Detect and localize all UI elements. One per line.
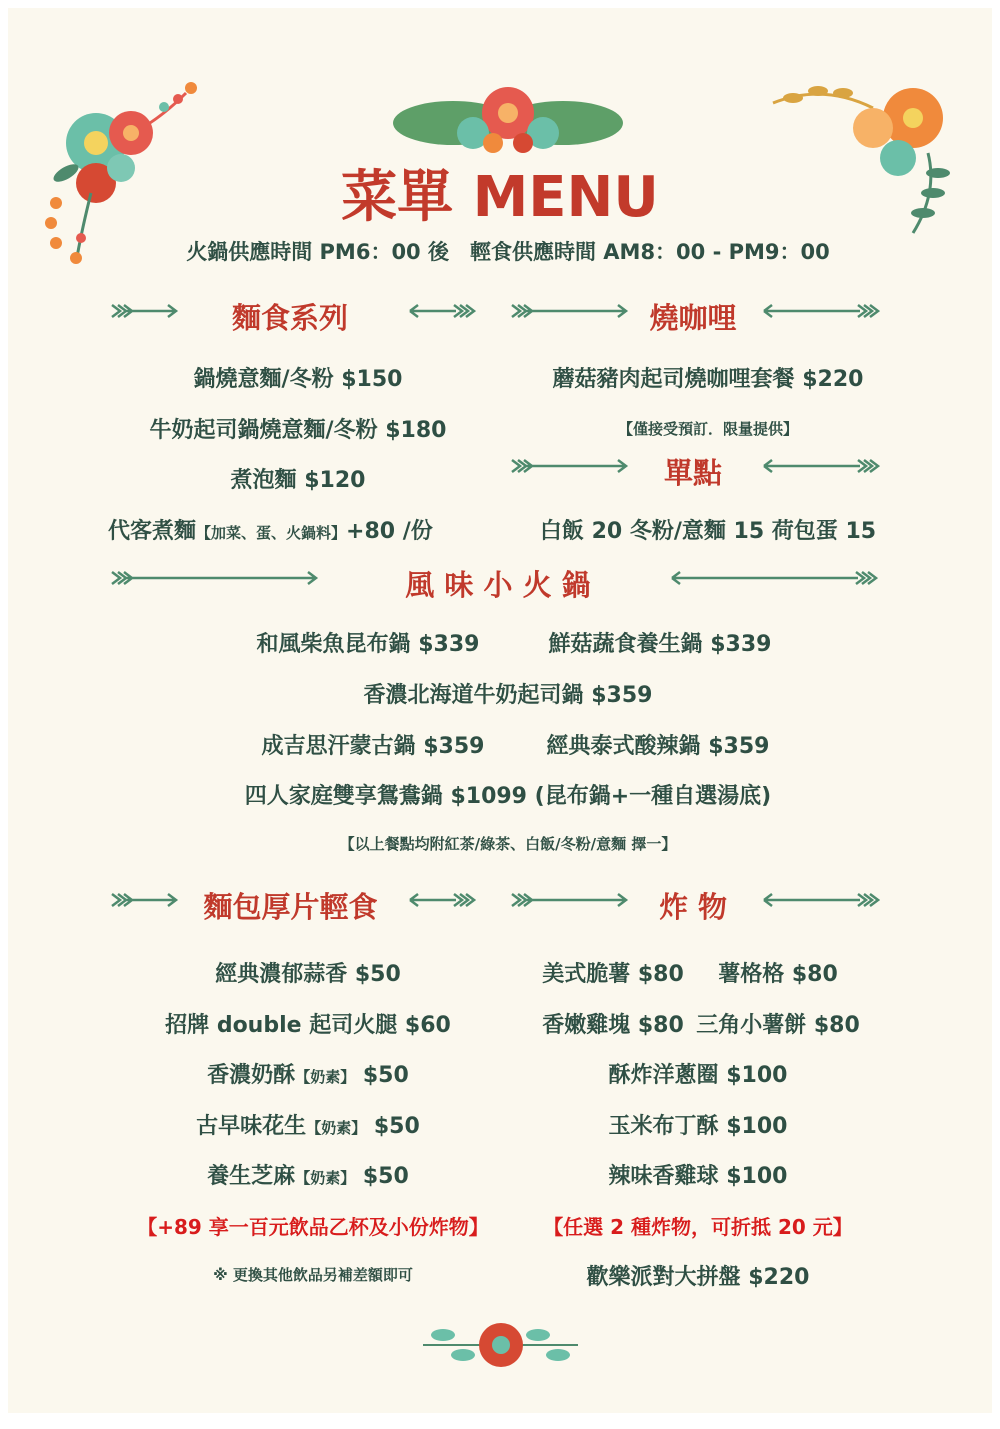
hotpot-item: 鮮菇蔬食養生鍋 $339 bbox=[548, 632, 772, 657]
section-title-bread: 麵包厚片輕食 bbox=[203, 890, 378, 924]
arrow-right-icon bbox=[510, 890, 630, 910]
arrow-left-icon bbox=[760, 890, 880, 910]
hotpot-note: 【以上餐點均附紅茶/綠茶、白飯/冬粉/意麵 擇一】 bbox=[339, 835, 677, 853]
drink-promo-note: ※ 更換其他飲品另補差額即可 bbox=[213, 1266, 413, 1284]
drink-promo: 【+89 享一百元飲品乙杯及小份炸物】 bbox=[137, 1215, 489, 1239]
arrow-right-icon bbox=[110, 301, 180, 321]
bread-item: 經典濃郁蒜香 $50 bbox=[215, 962, 401, 987]
section-title-single: 單點 bbox=[663, 456, 722, 490]
fried-item: 美式脆薯 $80 bbox=[542, 962, 684, 987]
bread-item: 養生芝麻【奶素】 $50 bbox=[207, 1164, 409, 1189]
section-title-curry: 燒咖哩 bbox=[649, 301, 737, 335]
fried-item: 辣味香雞球 $100 bbox=[608, 1164, 788, 1189]
page-title: 菜單 MENU bbox=[341, 165, 659, 230]
fried-discount-promo: 【任選 2 種炸物，可折抵 20 元】 bbox=[543, 1215, 853, 1239]
floral-bottom-center bbox=[413, 1313, 588, 1378]
hotpot-item: 和風柴魚昆布鍋 $339 bbox=[256, 632, 480, 657]
fried-item: 香嫩雞塊 $80 bbox=[542, 1013, 684, 1038]
arrow-right-icon bbox=[510, 456, 630, 476]
fried-item: 酥炸洋蔥圈 $100 bbox=[608, 1063, 788, 1088]
arrow-left-icon bbox=[668, 568, 878, 588]
noodles-item: 牛奶起司鍋燒意麵/冬粉 $180 bbox=[149, 418, 447, 443]
bread-item: 招牌 double 起司火腿 $60 bbox=[165, 1013, 451, 1038]
hotpot-item: 四人家庭雙享鴛鴦鍋 $1099 (昆布鍋+一種自選湯底) bbox=[244, 784, 772, 809]
curry-item: 蘑菇豬肉起司燒咖哩套餐 $220 bbox=[552, 367, 864, 392]
service-hours: 火鍋供應時間 PM6：00 後 輕食供應時間 AM8：00 - PM9：00 bbox=[186, 240, 830, 264]
arrow-right-icon bbox=[110, 890, 180, 910]
hotpot-item: 成吉思汗蒙古鍋 $359 bbox=[261, 734, 485, 759]
arrow-right-icon bbox=[510, 301, 630, 321]
curry-note: 【僅接受預訂．限量提供】 bbox=[617, 420, 798, 438]
party-platter-item: 歡樂派對大拼盤 $220 bbox=[586, 1265, 810, 1290]
section-title-hotpot: 風 味 小 火 鍋 bbox=[405, 568, 591, 602]
menu-page bbox=[8, 8, 992, 1413]
section-title-noodles: 麵食系列 bbox=[231, 301, 348, 335]
arrow-left-icon bbox=[760, 301, 880, 321]
hotpot-item: 經典泰式酸辣鍋 $359 bbox=[546, 734, 770, 759]
arrow-right-icon bbox=[110, 568, 320, 588]
arrow-left-icon bbox=[760, 456, 880, 476]
fried-item: 薯格格 $80 bbox=[718, 962, 838, 987]
floral-top-center bbox=[393, 83, 623, 163]
arrow-left-icon bbox=[406, 301, 476, 321]
arrow-left-icon bbox=[406, 890, 476, 910]
single-items: 白飯 20 冬粉/意麵 15 荷包蛋 15 bbox=[539, 519, 877, 544]
noodles-item: 鍋燒意麵/冬粉 $150 bbox=[193, 367, 403, 392]
noodles-item: 煮泡麵 $120 bbox=[230, 468, 366, 493]
fried-item: 玉米布丁酥 $100 bbox=[608, 1114, 788, 1139]
bread-item: 香濃奶酥【奶素】 $50 bbox=[207, 1063, 409, 1088]
section-title-fried: 炸 物 bbox=[658, 890, 728, 924]
hotpot-item: 香濃北海道牛奶起司鍋 $359 bbox=[363, 683, 653, 708]
noodles-custom-item: 代客煮麵【加菜、蛋、火鍋料】+80 /份 bbox=[108, 519, 433, 544]
fried-item: 三角小薯餅 $80 bbox=[696, 1013, 860, 1038]
bread-item: 古早味花生【奶素】 $50 bbox=[196, 1114, 420, 1139]
